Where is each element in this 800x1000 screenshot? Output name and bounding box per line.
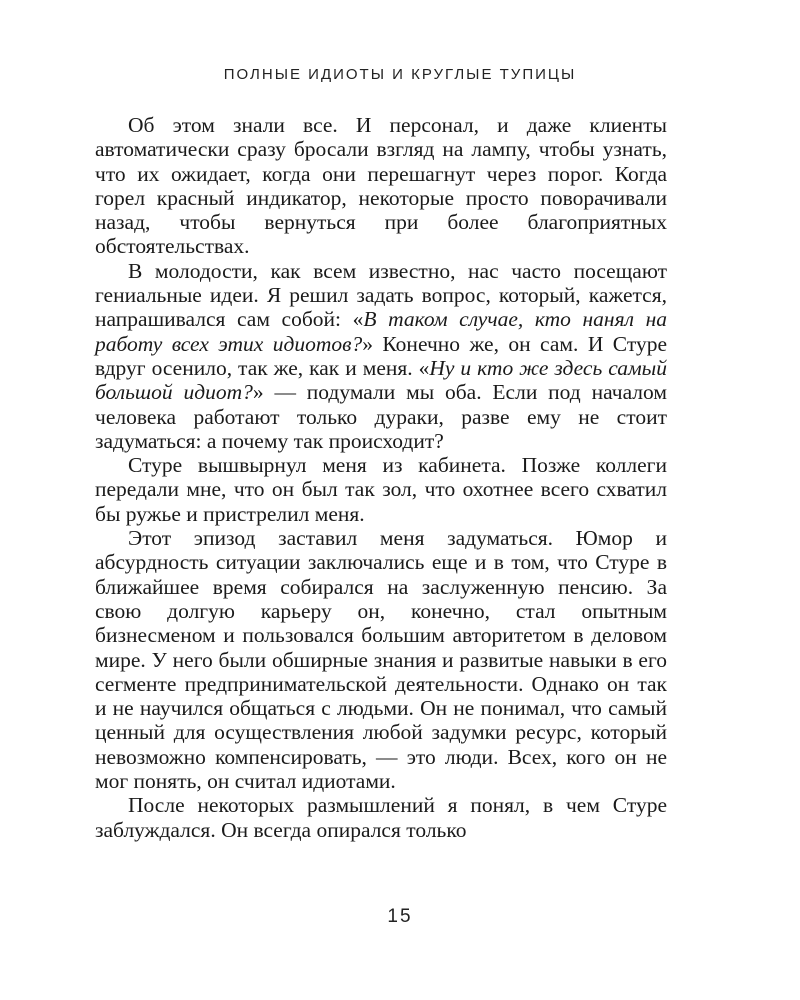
italic-quote-1: В таком случае, кто нанял на работу всех этих идиотов? [95,307,667,356]
paragraph-2-text-c: » — подумали мы оба. Если под началом человека работают только дураки, разве ему не стоит задуматься: а почему так происходит? [95,380,667,453]
page-number: 15 [387,906,413,927]
paragraph-2-text-a: В молодости, как всем известно, нас часто посещают гениальные идеи. Я решил задать вопрос, который, кажется, напрашивался сам собой: « [95,258,667,332]
paragraph-5: После некоторых размышлений я понял, в чем Стуре заблуждался. Он всегда опирался только [95,793,667,842]
running-header: ПОЛНЫЕ ИДИОТЫ И КРУГЛЫЕ ТУПИЦЫ [223,66,577,83]
paragraph-4: Этот эпизод заставил меня задуматься. Юмор и абсурдность ситуации заключались еще и в том, что Стуре в ближайшее время собирался на заслуженную пенсию. За свою долгую карьеру он, конечно, стал опытным бизнесменом и пользовался большим авторитетом в деловом мире. У него были обширные знания и развитые навыки в его сегменте предпринимательской деятельности. Однако он так и не научился общаться с людьми. Он не понимал, что самый ценный для осуществления любой задумки ресурс, который невозможно компенсировать, — это люди. Всех, кого он не мог понять, он считал идиотами. [95,526,667,794]
paragraph-3: Стуре вышвырнул меня из кабинета. Позже коллеги передали мне, что он был так зол, что охотнее всего схватил бы ружье и пристрелил меня. [95,453,667,526]
paragraph-2-text-b: » Конечно же, он сам. И Стуре вдруг осенило, так же, как и меня. « [95,331,667,380]
body-text [95,113,667,842]
italic-quote-2: Ну и кто же здесь самый большой идиот? [95,355,667,405]
paragraph-2 [95,259,667,453]
paragraph-1: Об этом знали все. И персонал, и даже клиенты автоматически сразу бросали взгляд на лампу, чтобы узнать, что их ожидает, когда они перешагнут через порог. Когда горел красный индикатор, некоторые просто поворачивали назад, чтобы вернуться при более благоприятных обстоятельствах. [95,113,667,259]
